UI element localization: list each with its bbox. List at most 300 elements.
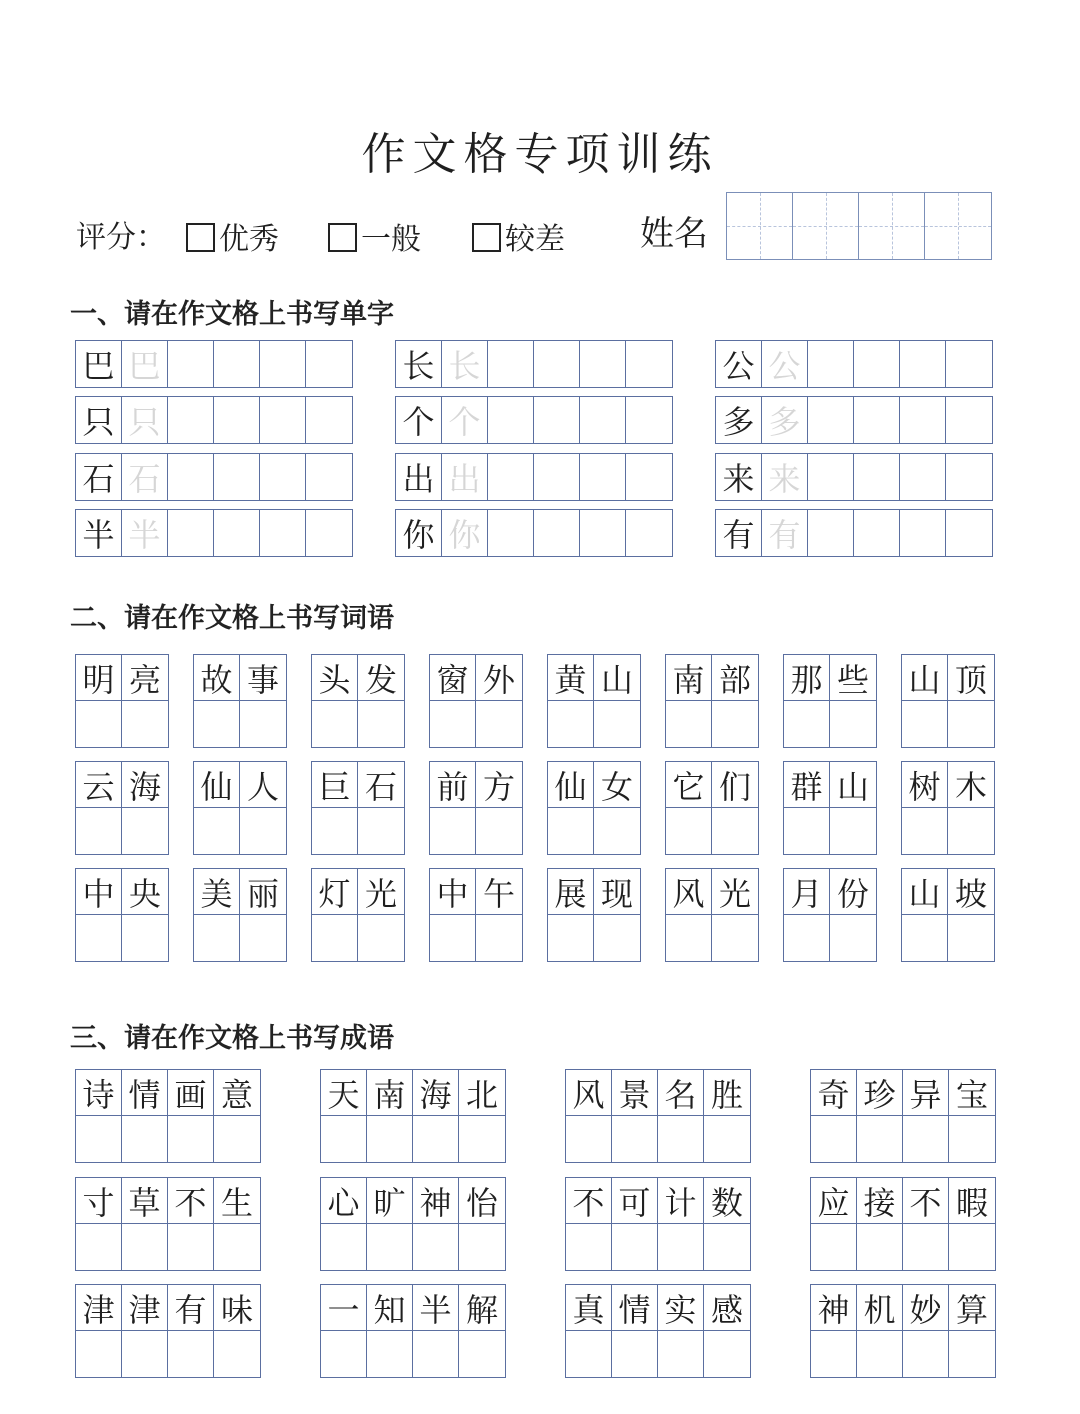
writing-cell[interactable] — [811, 1224, 857, 1270]
word-practice-block — [75, 761, 169, 855]
writing-cell[interactable] — [900, 397, 946, 443]
writing-cell[interactable] — [704, 1331, 750, 1377]
writing-cell[interactable] — [534, 397, 580, 443]
writing-cell[interactable] — [122, 701, 168, 747]
trace-char-cell[interactable]: 公 — [762, 341, 808, 387]
writing-cell[interactable] — [240, 701, 286, 747]
writing-cell[interactable] — [168, 341, 214, 387]
writing-cell[interactable] — [712, 808, 758, 854]
writing-cell[interactable] — [594, 808, 640, 854]
word-char-cell: 发 — [358, 655, 404, 701]
writing-cell[interactable] — [76, 808, 122, 854]
writing-cell[interactable] — [948, 915, 994, 961]
word-practice-block — [901, 868, 995, 962]
writing-cell[interactable] — [784, 915, 830, 961]
word-char-cell: 份 — [830, 869, 876, 915]
writing-cell[interactable] — [658, 1116, 704, 1162]
word-char-cell: 木 — [948, 762, 994, 808]
word-practice-block — [547, 868, 641, 962]
word-char-cell: 风 — [666, 869, 712, 915]
trace-char-cell[interactable]: 个 — [442, 397, 488, 443]
writing-cell[interactable] — [358, 701, 404, 747]
writing-cell[interactable] — [76, 701, 122, 747]
idiom-char-cell: 数 — [704, 1178, 750, 1224]
writing-cell[interactable] — [854, 510, 900, 556]
model-char-cell: 半 — [76, 510, 122, 556]
writing-cell[interactable] — [413, 1116, 459, 1162]
writing-cell[interactable] — [808, 454, 854, 500]
idiom-practice-block — [810, 1284, 996, 1378]
word-char-cell: 树 — [902, 762, 948, 808]
word-char-cell: 丽 — [240, 869, 286, 915]
word-practice-block — [75, 868, 169, 962]
section-title-words: 二、请在作文格上书写词语 — [70, 603, 394, 634]
word-char-cell: 南 — [666, 655, 712, 701]
writing-cell[interactable] — [948, 808, 994, 854]
writing-cell[interactable] — [902, 915, 948, 961]
idiom-char-cell: 机 — [857, 1285, 903, 1331]
word-practice-block — [901, 654, 995, 748]
rating-option-excellent[interactable]: 优秀 — [186, 214, 279, 258]
writing-cell[interactable] — [306, 341, 352, 387]
writing-cell[interactable] — [168, 1116, 214, 1162]
writing-cell[interactable] — [358, 808, 404, 854]
writing-cell[interactable] — [476, 808, 522, 854]
writing-cell[interactable] — [459, 1224, 505, 1270]
idiom-char-cell: 情 — [612, 1285, 658, 1331]
writing-cell[interactable] — [658, 1331, 704, 1377]
writing-cell[interactable] — [367, 1116, 413, 1162]
idiom-char-cell: 寸 — [76, 1178, 122, 1224]
idiom-char-cell: 名 — [658, 1070, 704, 1116]
writing-cell[interactable] — [612, 1116, 658, 1162]
writing-cell[interactable] — [900, 454, 946, 500]
writing-cell[interactable] — [214, 397, 260, 443]
writing-cell[interactable] — [594, 701, 640, 747]
name-label: 姓名 — [640, 214, 708, 254]
name-cell[interactable] — [925, 193, 991, 259]
word-char-cell: 亮 — [122, 655, 168, 701]
idiom-char-cell: 知 — [367, 1285, 413, 1331]
writing-cell[interactable] — [903, 1116, 949, 1162]
writing-cell[interactable] — [580, 454, 626, 500]
word-char-cell: 黄 — [548, 655, 594, 701]
writing-cell[interactable] — [214, 454, 260, 500]
writing-cell[interactable] — [566, 1331, 612, 1377]
idiom-practice-block — [565, 1177, 751, 1271]
writing-cell[interactable] — [948, 701, 994, 747]
writing-cell[interactable] — [168, 1224, 214, 1270]
trace-char-cell[interactable]: 有 — [762, 510, 808, 556]
checkbox-icon[interactable] — [328, 223, 357, 252]
writing-cell[interactable] — [902, 701, 948, 747]
writing-cell[interactable] — [949, 1116, 995, 1162]
writing-cell[interactable] — [784, 701, 830, 747]
writing-cell[interactable] — [76, 1224, 122, 1270]
writing-cell[interactable] — [580, 341, 626, 387]
idiom-char-cell: 奇 — [811, 1070, 857, 1116]
idiom-char-cell: 半 — [413, 1285, 459, 1331]
writing-cell[interactable] — [194, 808, 240, 854]
writing-cell[interactable] — [704, 1116, 750, 1162]
checkbox-icon[interactable] — [186, 223, 215, 252]
writing-cell[interactable] — [534, 454, 580, 500]
word-practice-block — [311, 654, 405, 748]
writing-cell[interactable] — [658, 1224, 704, 1270]
writing-cell[interactable] — [413, 1224, 459, 1270]
trace-char-cell[interactable]: 半 — [122, 510, 168, 556]
writing-cell[interactable] — [854, 454, 900, 500]
writing-cell[interactable] — [900, 341, 946, 387]
word-char-cell: 中 — [430, 869, 476, 915]
writing-cell[interactable] — [857, 1331, 903, 1377]
writing-cell[interactable] — [580, 397, 626, 443]
word-practice-block — [193, 868, 287, 962]
char-practice-row — [395, 509, 673, 557]
writing-cell[interactable] — [214, 1331, 260, 1377]
writing-cell[interactable] — [808, 510, 854, 556]
writing-cell[interactable] — [808, 397, 854, 443]
writing-cell[interactable] — [76, 1116, 122, 1162]
model-char-cell: 有 — [716, 510, 762, 556]
word-char-cell: 光 — [358, 869, 404, 915]
writing-cell[interactable] — [122, 808, 168, 854]
char-practice-row — [715, 453, 993, 501]
model-char-cell: 只 — [76, 397, 122, 443]
writing-cell[interactable] — [949, 1224, 995, 1270]
word-char-cell: 人 — [240, 762, 286, 808]
writing-cell[interactable] — [306, 454, 352, 500]
writing-cell[interactable] — [122, 915, 168, 961]
writing-cell[interactable] — [903, 1331, 949, 1377]
writing-cell[interactable] — [712, 915, 758, 961]
trace-char-cell[interactable]: 多 — [762, 397, 808, 443]
writing-cell[interactable] — [240, 915, 286, 961]
word-char-cell: 现 — [594, 869, 640, 915]
writing-cell[interactable] — [459, 1331, 505, 1377]
writing-cell[interactable] — [626, 341, 672, 387]
writing-cell[interactable] — [413, 1331, 459, 1377]
idiom-char-cell: 实 — [658, 1285, 704, 1331]
idiom-char-cell: 天 — [321, 1070, 367, 1116]
idiom-char-cell: 津 — [76, 1285, 122, 1331]
idiom-practice-block — [810, 1069, 996, 1163]
word-practice-block — [901, 761, 995, 855]
rating-option-poor[interactable]: 较差 — [472, 214, 565, 258]
writing-cell[interactable] — [854, 397, 900, 443]
writing-cell[interactable] — [566, 1116, 612, 1162]
writing-cell[interactable] — [830, 701, 876, 747]
writing-cell[interactable] — [612, 1224, 658, 1270]
writing-cell[interactable] — [534, 510, 580, 556]
writing-cell[interactable] — [260, 510, 306, 556]
word-practice-block — [193, 761, 287, 855]
char-practice-row — [75, 396, 353, 444]
writing-cell[interactable] — [946, 454, 992, 500]
idiom-char-cell: 画 — [168, 1070, 214, 1116]
trace-char-cell[interactable]: 石 — [122, 454, 168, 500]
word-char-cell: 山 — [594, 655, 640, 701]
writing-cell[interactable] — [808, 341, 854, 387]
page-title: 作文格专项训练 — [361, 129, 719, 180]
word-char-cell: 巨 — [312, 762, 358, 808]
word-practice-block — [193, 654, 287, 748]
word-practice-block — [547, 761, 641, 855]
writing-cell[interactable] — [367, 1224, 413, 1270]
writing-cell[interactable] — [548, 808, 594, 854]
word-char-cell: 那 — [784, 655, 830, 701]
checkbox-icon[interactable] — [472, 223, 501, 252]
writing-cell[interactable] — [367, 1331, 413, 1377]
idiom-practice-block — [75, 1177, 261, 1271]
word-char-cell: 明 — [76, 655, 122, 701]
model-char-cell: 个 — [396, 397, 442, 443]
word-practice-block — [665, 868, 759, 962]
idiom-char-cell: 不 — [168, 1178, 214, 1224]
word-char-cell: 山 — [830, 762, 876, 808]
writing-cell[interactable] — [306, 397, 352, 443]
model-char-cell: 你 — [396, 510, 442, 556]
writing-cell[interactable] — [240, 808, 286, 854]
idiom-char-cell: 怡 — [459, 1178, 505, 1224]
writing-cell[interactable] — [260, 454, 306, 500]
writing-cell[interactable] — [811, 1116, 857, 1162]
idiom-char-cell: 诗 — [76, 1070, 122, 1116]
name-cell[interactable] — [859, 193, 925, 259]
word-char-cell: 云 — [76, 762, 122, 808]
trace-char-cell[interactable]: 长 — [442, 341, 488, 387]
word-practice-block — [311, 868, 405, 962]
writing-cell[interactable] — [214, 1224, 260, 1270]
writing-cell[interactable] — [784, 808, 830, 854]
writing-cell[interactable] — [168, 1331, 214, 1377]
idiom-char-cell: 味 — [214, 1285, 260, 1331]
writing-cell[interactable] — [666, 915, 712, 961]
word-practice-block — [429, 868, 523, 962]
model-char-cell: 公 — [716, 341, 762, 387]
idiom-char-cell: 不 — [903, 1178, 949, 1224]
writing-cell[interactable] — [321, 1116, 367, 1162]
idiom-char-cell: 可 — [612, 1178, 658, 1224]
section-title-idioms: 三、请在作文格上书写成语 — [70, 1023, 394, 1054]
word-char-cell: 顶 — [948, 655, 994, 701]
writing-cell[interactable] — [580, 510, 626, 556]
writing-cell[interactable] — [168, 510, 214, 556]
writing-cell[interactable] — [488, 397, 534, 443]
word-practice-block — [665, 654, 759, 748]
writing-cell[interactable] — [306, 510, 352, 556]
word-practice-block — [783, 761, 877, 855]
writing-cell[interactable] — [488, 341, 534, 387]
rating-label: 评分： — [76, 220, 166, 255]
char-practice-row — [715, 509, 993, 557]
trace-char-cell[interactable]: 你 — [442, 510, 488, 556]
model-char-cell: 出 — [396, 454, 442, 500]
word-char-cell: 月 — [784, 869, 830, 915]
writing-cell[interactable] — [122, 1116, 168, 1162]
idiom-char-cell: 津 — [122, 1285, 168, 1331]
word-practice-block — [429, 761, 523, 855]
writing-cell[interactable] — [712, 701, 758, 747]
word-practice-block — [75, 654, 169, 748]
writing-cell[interactable] — [488, 454, 534, 500]
writing-cell[interactable] — [214, 1116, 260, 1162]
writing-cell[interactable] — [312, 915, 358, 961]
idiom-practice-block — [565, 1069, 751, 1163]
writing-cell[interactable] — [854, 341, 900, 387]
idiom-char-cell: 生 — [214, 1178, 260, 1224]
idiom-char-cell: 接 — [857, 1178, 903, 1224]
word-practice-block — [547, 654, 641, 748]
writing-cell[interactable] — [548, 915, 594, 961]
writing-cell[interactable] — [168, 397, 214, 443]
word-char-cell: 光 — [712, 869, 758, 915]
writing-cell[interactable] — [476, 701, 522, 747]
char-practice-row — [75, 453, 353, 501]
char-practice-row — [75, 340, 353, 388]
word-char-cell: 灯 — [312, 869, 358, 915]
writing-cell[interactable] — [857, 1224, 903, 1270]
word-char-cell: 前 — [430, 762, 476, 808]
trace-char-cell[interactable]: 出 — [442, 454, 488, 500]
writing-cell[interactable] — [857, 1116, 903, 1162]
section-title-single-chars: 一、请在作文格上书写单字 — [70, 299, 394, 330]
writing-cell[interactable] — [594, 915, 640, 961]
idiom-char-cell: 北 — [459, 1070, 505, 1116]
char-practice-row — [715, 340, 993, 388]
writing-cell[interactable] — [566, 1224, 612, 1270]
writing-cell[interactable] — [214, 341, 260, 387]
idiom-practice-block — [320, 1177, 506, 1271]
writing-cell[interactable] — [811, 1331, 857, 1377]
writing-cell[interactable] — [903, 1224, 949, 1270]
writing-cell[interactable] — [260, 397, 306, 443]
writing-cell[interactable] — [626, 454, 672, 500]
idiom-char-cell: 计 — [658, 1178, 704, 1224]
writing-cell[interactable] — [902, 808, 948, 854]
model-char-cell: 来 — [716, 454, 762, 500]
writing-cell[interactable] — [946, 341, 992, 387]
writing-cell[interactable] — [430, 915, 476, 961]
word-char-cell: 故 — [194, 655, 240, 701]
writing-cell[interactable] — [430, 701, 476, 747]
idiom-char-cell: 应 — [811, 1178, 857, 1224]
writing-cell[interactable] — [321, 1224, 367, 1270]
model-char-cell: 巴 — [76, 341, 122, 387]
writing-cell[interactable] — [312, 808, 358, 854]
writing-cell[interactable] — [626, 510, 672, 556]
idiom-char-cell: 一 — [321, 1285, 367, 1331]
writing-cell[interactable] — [358, 915, 404, 961]
idiom-char-cell: 算 — [949, 1285, 995, 1331]
writing-cell[interactable] — [946, 397, 992, 443]
model-char-cell: 多 — [716, 397, 762, 443]
idiom-practice-block — [75, 1069, 261, 1163]
rating-option-average[interactable]: 一般 — [328, 214, 421, 258]
idiom-char-cell: 有 — [168, 1285, 214, 1331]
trace-char-cell[interactable]: 巴 — [122, 341, 168, 387]
word-char-cell: 窗 — [430, 655, 476, 701]
word-char-cell: 方 — [476, 762, 522, 808]
idiom-practice-block — [75, 1284, 261, 1378]
writing-cell[interactable] — [488, 510, 534, 556]
writing-cell[interactable] — [612, 1331, 658, 1377]
writing-cell[interactable] — [548, 701, 594, 747]
writing-cell[interactable] — [76, 1331, 122, 1377]
name-input-grid[interactable] — [726, 192, 992, 260]
idiom-char-cell: 情 — [122, 1070, 168, 1116]
writing-cell[interactable] — [476, 915, 522, 961]
writing-cell[interactable] — [122, 1331, 168, 1377]
word-char-cell: 展 — [548, 869, 594, 915]
idiom-char-cell: 意 — [214, 1070, 260, 1116]
char-practice-row — [395, 340, 673, 388]
idiom-practice-block — [810, 1177, 996, 1271]
writing-cell[interactable] — [666, 808, 712, 854]
writing-cell[interactable] — [260, 341, 306, 387]
writing-cell[interactable] — [830, 915, 876, 961]
model-char-cell: 长 — [396, 341, 442, 387]
word-char-cell: 事 — [240, 655, 286, 701]
writing-cell[interactable] — [830, 808, 876, 854]
word-char-cell: 女 — [594, 762, 640, 808]
word-practice-block — [311, 761, 405, 855]
writing-cell[interactable] — [459, 1116, 505, 1162]
word-char-cell: 午 — [476, 869, 522, 915]
trace-char-cell[interactable]: 只 — [122, 397, 168, 443]
idiom-char-cell: 神 — [811, 1285, 857, 1331]
idiom-char-cell: 珍 — [857, 1070, 903, 1116]
idiom-practice-block — [565, 1284, 751, 1378]
word-char-cell: 些 — [830, 655, 876, 701]
writing-cell[interactable] — [168, 454, 214, 500]
writing-cell[interactable] — [666, 701, 712, 747]
char-practice-row — [395, 396, 673, 444]
writing-cell[interactable] — [194, 701, 240, 747]
writing-cell[interactable] — [949, 1331, 995, 1377]
idiom-char-cell: 景 — [612, 1070, 658, 1116]
writing-cell[interactable] — [946, 510, 992, 556]
writing-cell[interactable] — [321, 1331, 367, 1377]
idiom-char-cell: 旷 — [367, 1178, 413, 1224]
writing-cell[interactable] — [194, 915, 240, 961]
idiom-char-cell: 解 — [459, 1285, 505, 1331]
idiom-char-cell: 感 — [704, 1285, 750, 1331]
writing-cell[interactable] — [900, 510, 946, 556]
trace-char-cell[interactable]: 来 — [762, 454, 808, 500]
name-cell[interactable] — [727, 193, 793, 259]
idiom-char-cell: 真 — [566, 1285, 612, 1331]
writing-cell[interactable] — [430, 808, 476, 854]
writing-cell[interactable] — [534, 341, 580, 387]
word-char-cell: 仙 — [548, 762, 594, 808]
writing-cell[interactable] — [704, 1224, 750, 1270]
word-char-cell: 头 — [312, 655, 358, 701]
idiom-char-cell: 宝 — [949, 1070, 995, 1116]
word-char-cell: 中 — [76, 869, 122, 915]
idiom-char-cell: 神 — [413, 1178, 459, 1224]
writing-cell[interactable] — [214, 510, 260, 556]
writing-cell[interactable] — [76, 915, 122, 961]
word-char-cell: 部 — [712, 655, 758, 701]
name-cell[interactable] — [793, 193, 859, 259]
writing-cell[interactable] — [122, 1224, 168, 1270]
word-char-cell: 仙 — [194, 762, 240, 808]
char-practice-row — [395, 453, 673, 501]
writing-cell[interactable] — [626, 397, 672, 443]
writing-cell[interactable] — [312, 701, 358, 747]
word-char-cell: 它 — [666, 762, 712, 808]
